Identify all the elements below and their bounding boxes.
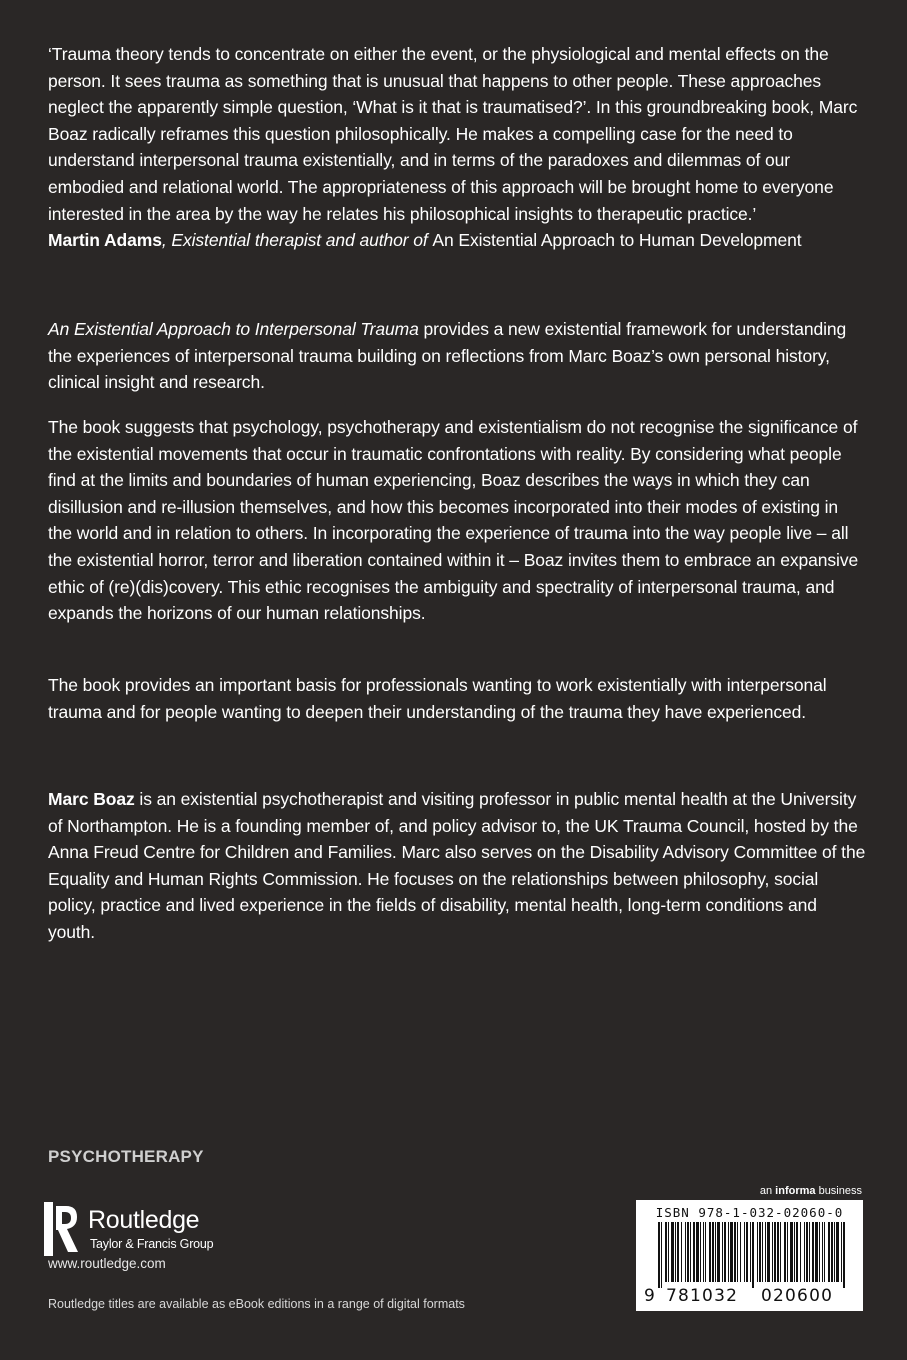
description-paragraph-2	[48, 414, 866, 627]
publisher-website: www.routledge.com	[48, 1256, 166, 1271]
para1-text: provides a new existential framework for understanding the experiences of interpersonal trauma building on reflections from Marc Boaz’s own personal history, clinical insight and research.	[48, 319, 847, 393]
category-label: PSYCHOTHERAPY	[48, 1147, 204, 1166]
bio-text: is an existential psychotherapist and visiting professor in public mental health at the University of Northampton. He is a founding member of, and policy advisor to, the UK Trauma Council, hosted by the Anna Freud Centre for Children and Families. Marc also serves on the Disability Advisory Committee of the Equality and Human Rights Commission. He focuses on the relationships between philosophy, social policy, practice and lived experience in the fields of disability, mental health, long-term conditions and youth.	[48, 789, 866, 942]
para2-text: The book suggests that psychology, psychotherapy and existentialism do not recognise the significance of the existential movements that occur in traumatic confrontations with reality. By considering what people find at the limits and boundaries of human experiencing, Boaz describes the ways in which they can disillusion and re-illusion themselves, and how this becomes incorporated into their modes of existing in the world and in relation to others. In incorporating the experience of trauma into the way people live – all the existential horror, terror and liberation contained within it – Boaz invites them to embrace an expansive ethic of (re)(dis)covery. This ethic recognises the ambiguity and spectrality of interpersonal trauma, and expands the horizons of our human relationships.	[48, 417, 859, 624]
quote-author: Martin Adams	[48, 230, 162, 251]
barcode-icon	[658, 1222, 848, 1288]
description-paragraph-1	[48, 316, 866, 396]
ebook-note: Routledge titles are available as eBook editions in a range of digital formats	[48, 1297, 465, 1311]
author-bio	[48, 786, 866, 946]
barcode-group-2: 020600	[761, 1286, 834, 1306]
informa-bold: informa	[775, 1185, 816, 1197]
isbn-label: ISBN 978-1-032-02060-0	[655, 1205, 844, 1220]
publisher-name: Routledge	[88, 1206, 200, 1234]
barcode-group-1: 781032	[666, 1286, 739, 1306]
bio-name: Marc Boaz	[48, 789, 135, 809]
publisher-subtitle: Taylor & Francis Group	[90, 1237, 214, 1251]
routledge-logo-icon	[44, 1202, 80, 1256]
quote-attribution	[48, 227, 866, 254]
publisher-logo	[44, 1202, 244, 1256]
book-title: An Existential Approach to Interpersonal Trauma	[48, 319, 419, 339]
description-paragraph-3	[48, 672, 866, 725]
isbn-barcode	[636, 1200, 863, 1311]
endorsement-quote	[48, 41, 866, 254]
barcode-first-digit: 9	[644, 1286, 655, 1306]
para3-text: The book provides an important basis for professionals wanting to work existentially with interpersonal trauma and for people wanting to deepen their understanding of the trauma they have experienced.	[48, 675, 827, 722]
quote-author-role: , Existential therapist and author of	[161, 230, 433, 251]
quote-text: ‘Trauma theory tends to concentrate on either the event, or the physiological and mental effects on the person. It sees trauma as something that is unusual that happens to other people. These approaches neglect the apparently simple question, ‘What is it that is traumatised?’. In this groundbreaking book, Marc Boaz radically reframes this question philosophically. He makes a compelling case for the need to understand interpersonal trauma existentially, and in terms of the paradoxes and dilemmas of our embodied and relational world. The appropriateness of this approach will be brought home to everyone interested in the area by the way he relates his philosophical insights to therapeutic practice.’	[48, 44, 858, 224]
quote-author-book: An Existential Approach to Human Development	[432, 230, 802, 251]
informa-tagline: an informa business	[759, 1185, 862, 1197]
